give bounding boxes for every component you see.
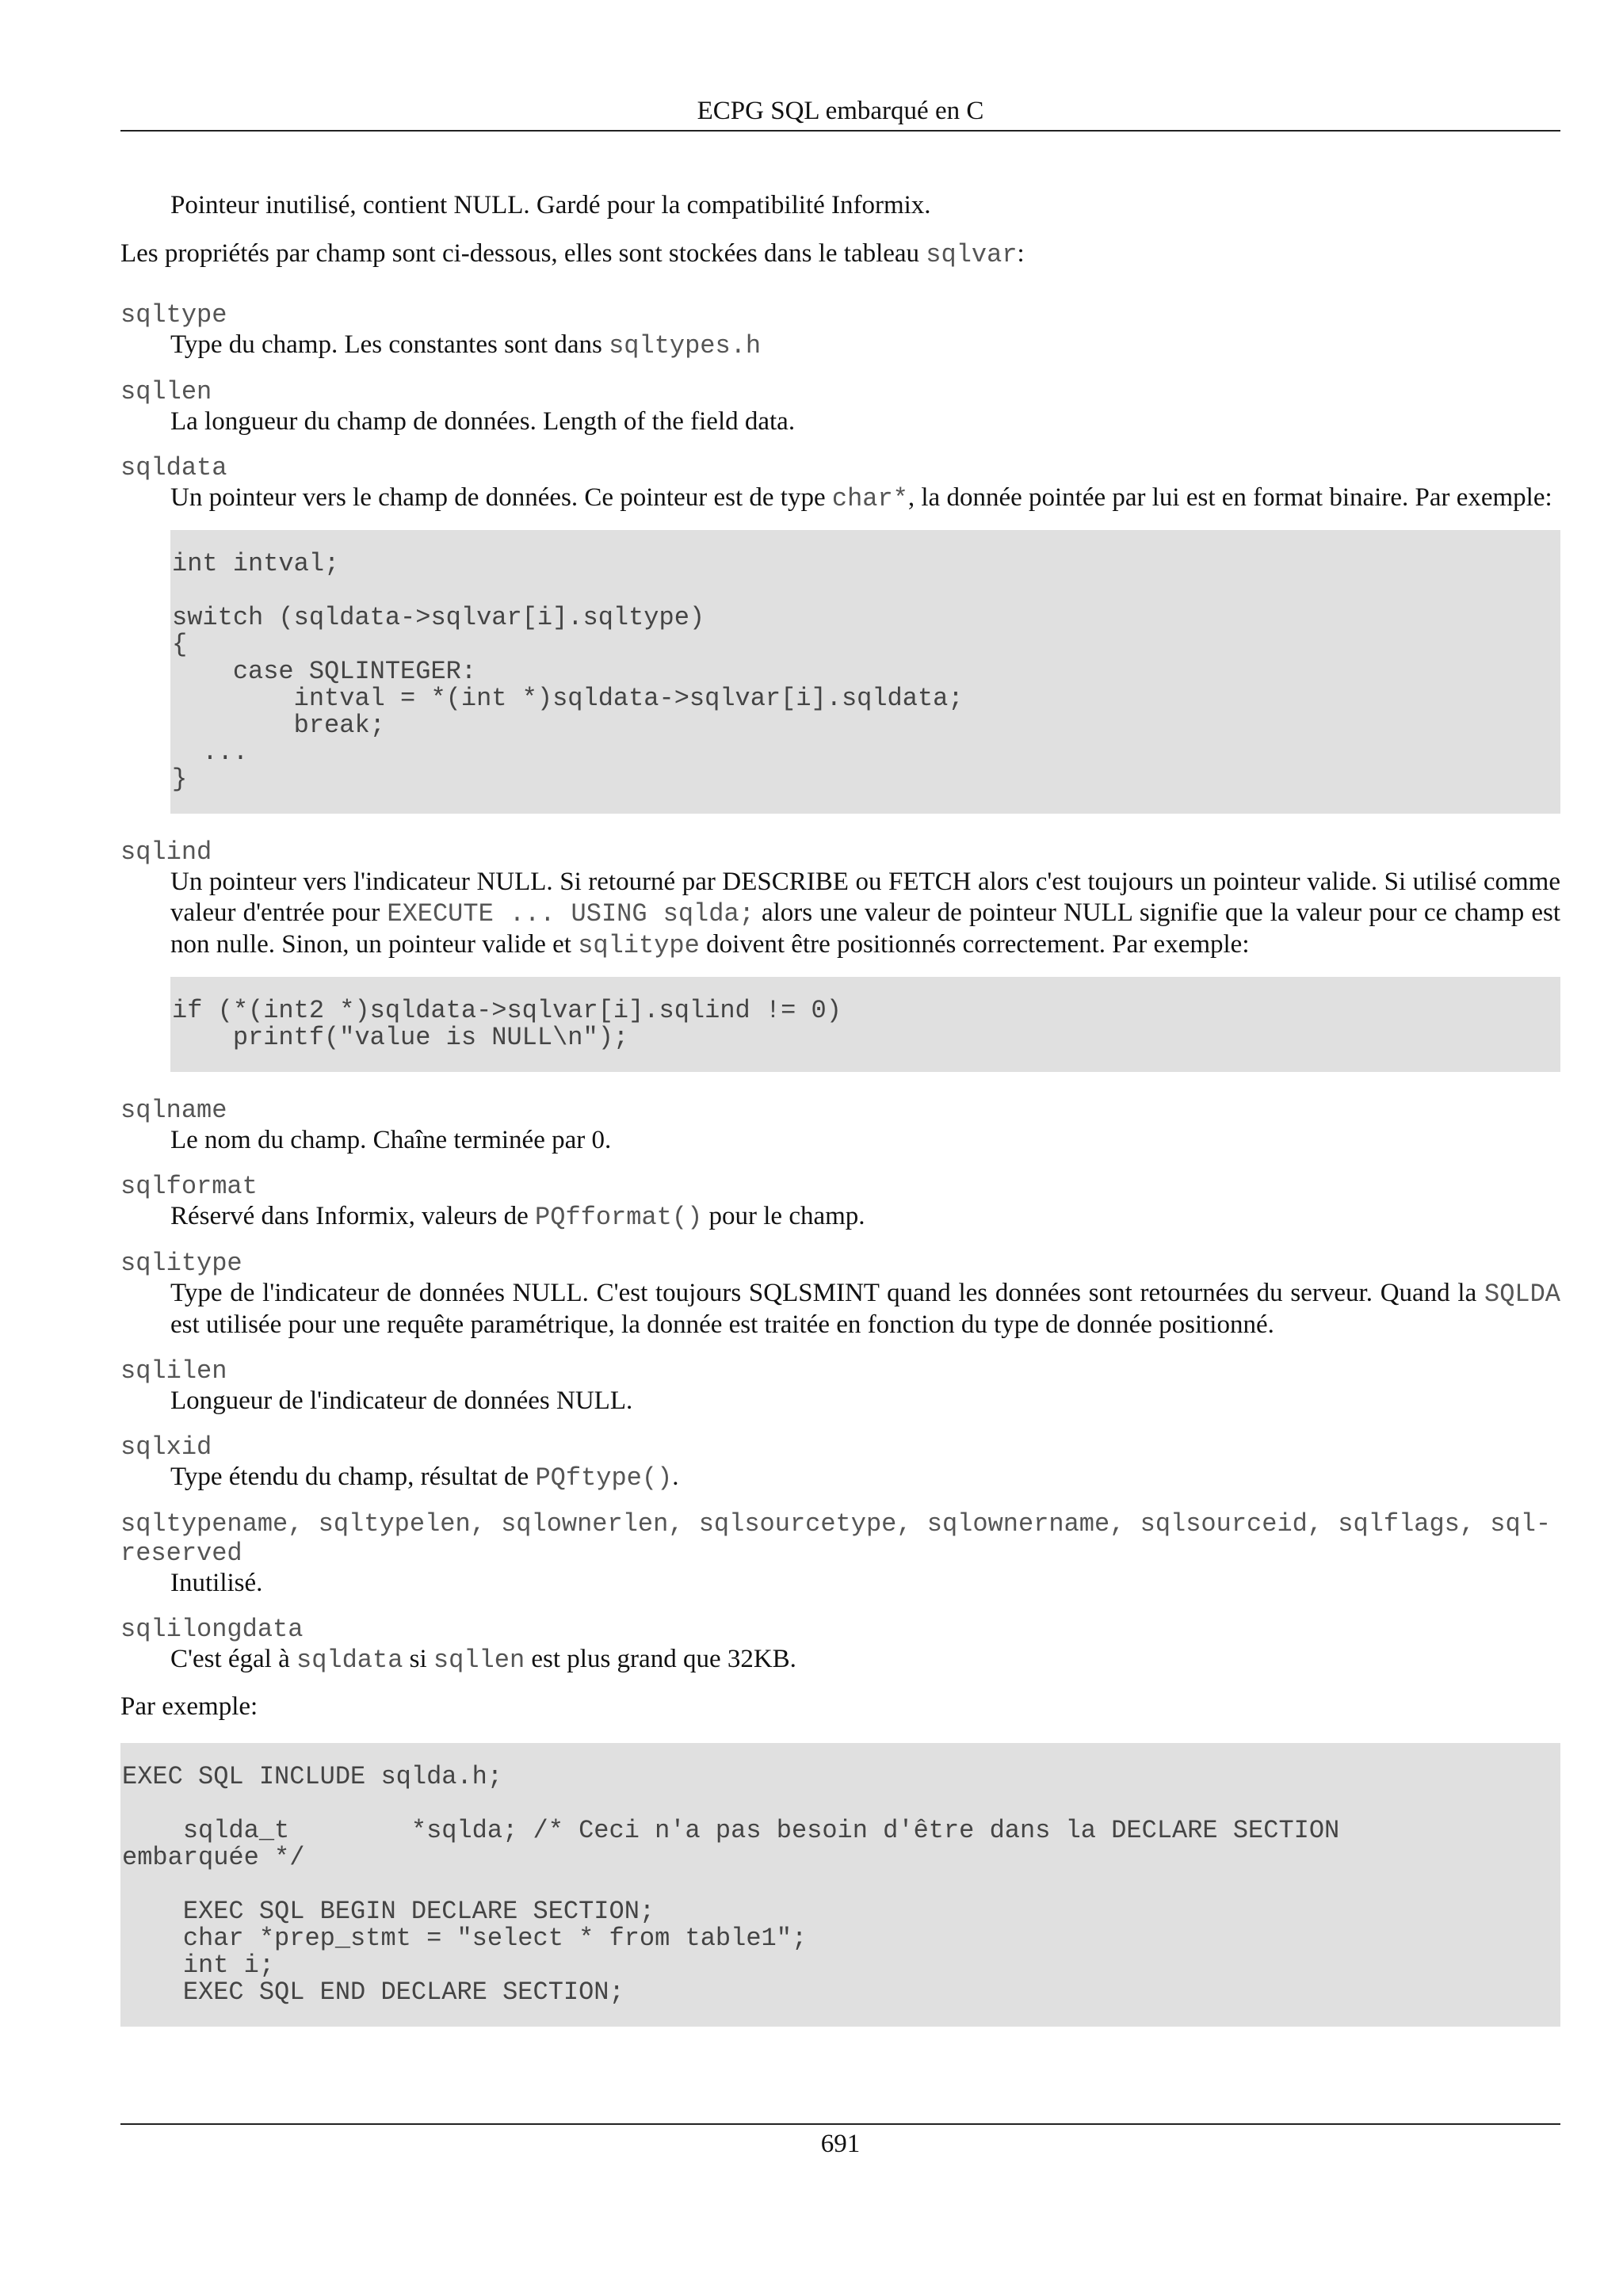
definition-sqldata: Un pointeur vers le champ de données. Ce pointeur est de type char*, la donnée pointée par lui est en format binaire. Par exemple: [170,483,1552,513]
term-sqllen: sqllen [120,377,212,406]
page-number: 691 [820,2130,861,2158]
definition-sqlilongdata: C'est égal à sqldata si sqllen est plus grand que 32KB. [170,1645,796,1675]
inline-code: PQfformat() [535,1203,703,1232]
term-sqlilen: sqlilen [120,1356,227,1386]
term-sqltype: sqltype [120,300,227,330]
definition-unused-fields: Inutilisé. [170,1569,263,1597]
term-sqldata: sqldata [120,453,227,482]
definition-sqlind: Un pointeur vers l'indicateur NULL. Si retourné par DESCRIBE ou FETCH alors c'est toujours un pointeur valide. Si utilisé comme valeur d'entrée pour EXECUTE ... USING sqlda; alors une valeur de pointeur NULL signifie que la valeur pour ce champ est non nulle. Sinon, un pointeur valide et sqlitype doivent être positionnés correctement. Par exemple: [170,868,1560,960]
definition-sqlilen: Longueur de l'indicateur de données NULL. [170,1386,633,1415]
outro-text: Par exemple: [120,1692,258,1721]
inline-code: sqlitype [578,931,700,960]
definition-sqltype: Type du champ. Les constantes sont dans sqltypes.h [170,330,762,360]
term-sqlformat: sqlformat [120,1172,258,1201]
definition-sqlitype: Type de l'indicateur de données NULL. C'est toujours SQLSMINT quand les données sont retournées du serveur. Quand la SQLDA est utilisée pour une requête paramétrique, la donnée est traitée en fonction du type de donnée positionné. [170,1279,1560,1339]
code-example-sqlda: EXEC SQL INCLUDE sqlda.h; sqlda_t *sqlda; /* Ceci n'a pas besoin d'être dans la DECLARE SECTION embarquée */ EXEC SQL BEGIN DECLARE SECTION; char *prep_stmt = "select * from table1"; int i; EXEC SQL END DECLARE SECTION; [120,1743,1560,2027]
inline-code: SQLDA [1484,1280,1560,1309]
header-title: ECPG SQL embarqué en C [697,97,984,125]
inline-code: EXECUTE ... USING sqlda; [387,899,754,929]
inline-code: sqltypes.h [609,331,762,360]
inline-code: sqlvar [926,240,1018,269]
term-sqlind: sqlind [120,837,212,867]
page-header [120,95,1560,132]
definition-sqlname: Le nom du champ. Chaîne terminée par 0. [170,1126,612,1154]
inline-code: sqllen [433,1646,525,1675]
term-sqlitype: sqlitype [120,1249,242,1278]
inline-code: PQftype() [535,1463,673,1493]
code-example-sqlind: if (*(int2 *)sqldata->sqlvar[i].sqlind != 0) printf("value is NULL\n"); [170,977,1560,1072]
term-sqlilongdata: sqlilongdata [120,1615,304,1644]
definition-sqlformat: Réservé dans Informix, valeurs de PQfformat() pour le champ. [170,1202,865,1232]
definition-sqlxid: Type étendu du champ, résultat de PQftype(). [170,1463,679,1493]
term-sqlxid: sqlxid [120,1432,212,1462]
page-content [120,190,1560,2050]
inline-code: sqldata [296,1646,403,1675]
inline-code: char* [831,484,908,513]
properties-intro: Les propriétés par champ sont ci-dessous, elles sont stockées dans le tableau sqlvar: [120,239,1025,269]
term-sqlname: sqlname [120,1096,227,1125]
code-example-sqldata: int intval; switch (sqldata->sqlvar[i].sqltype) { case SQLINTEGER: intval = *(int *)sqldata->sqlvar[i].sqldata; break; ... } [170,530,1560,814]
unused-pointer-paragraph: Pointeur inutilisé, contient NULL. Gardé pour la compatibilité Informix. [170,191,931,219]
page-footer [120,2123,1560,2160]
definition-sqllen: La longueur du champ de données. Length of the field data. [170,407,796,436]
term-unused-fields: sqltypename, sqltypelen, sqlownerlen, sqlsourcetype, sqlownername, sqlsourceid, sqlflags, sql-reserved [120,1509,1552,1568]
field-definition-list [120,300,1560,1676]
